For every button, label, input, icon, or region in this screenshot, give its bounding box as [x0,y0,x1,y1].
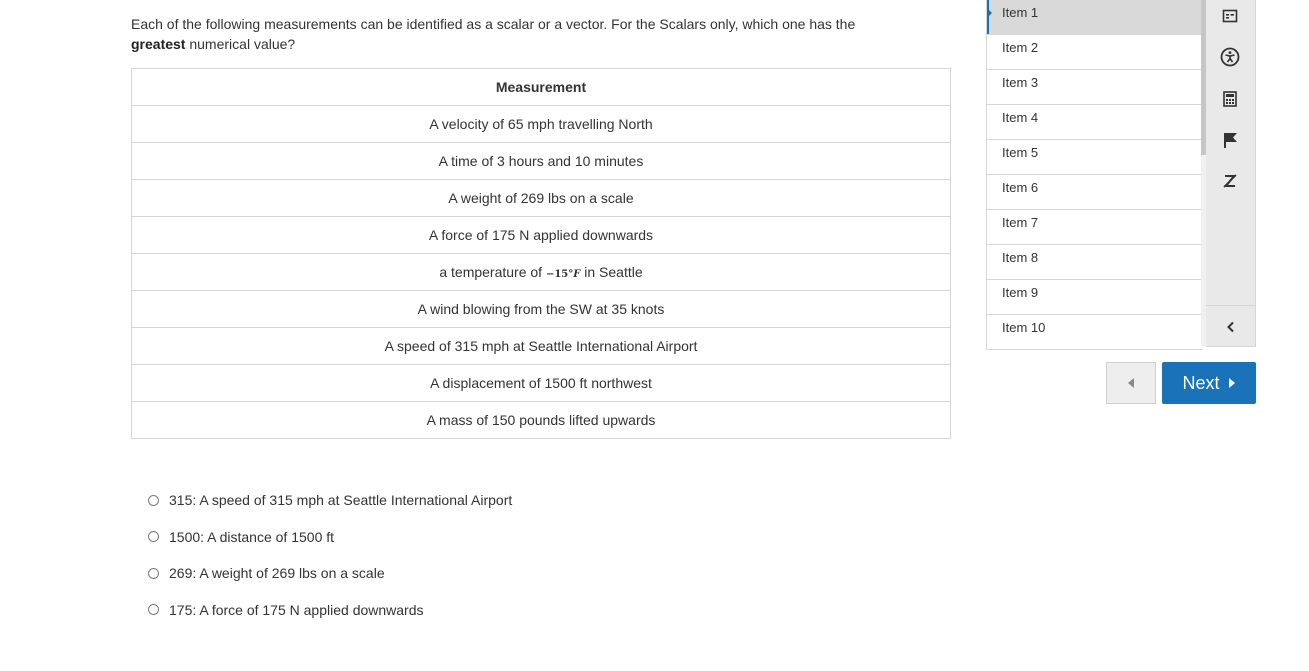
question-text-end: numerical value? [185,36,296,52]
item-nav-1[interactable]: Item 1 [987,0,1203,35]
question-emphasis: greatest [131,36,186,52]
accessibility-icon[interactable] [1218,45,1242,69]
next-button[interactable] [1162,362,1256,404]
caret-right-icon [1228,377,1236,389]
caret-left-icon [1127,377,1135,389]
table-cell: A weight of 269 lbs on a scale [132,180,951,217]
table-row [132,254,951,291]
table-row [132,402,951,439]
question-text: Each of the following measurements can be identified as a scalar or a vector. For the Scalars only, which one has the [131,16,856,32]
choice-label: 269: A weight of 269 lbs on a scale [169,565,385,581]
calculator-icon[interactable] [1218,87,1242,111]
answer-eliminator-icon[interactable] [1218,169,1242,193]
chevron-left-icon [1226,321,1236,333]
table-row [132,217,951,254]
item-nav-9[interactable]: Item 9 [987,280,1203,315]
answer-choices [148,488,512,634]
table-row [132,180,951,217]
collapse-panel-button[interactable] [1206,305,1255,347]
temperature-unit: F [573,269,581,280]
table-header: Measurement [132,69,951,106]
scratchpad-icon[interactable] [1218,4,1242,28]
question-prompt [131,14,911,54]
radio-button[interactable] [148,568,159,579]
radio-button[interactable] [148,531,159,542]
item-nav-8[interactable]: Item 8 [987,245,1203,280]
table-row [132,143,951,180]
table-cell: A displacement of 1500 ft northwest [132,365,951,402]
table-row [132,328,951,365]
table-cell: A wind blowing from the SW at 35 knots [132,291,951,328]
answer-choice-175[interactable] [148,598,512,622]
item-nav-5[interactable]: Item 5 [987,140,1203,175]
previous-button[interactable] [1106,362,1156,404]
temperature-text: a temperature of [439,264,546,280]
answer-choice-1500[interactable] [148,525,512,549]
item-nav-3[interactable]: Item 3 [987,70,1203,105]
radio-button[interactable] [148,604,159,615]
next-button-label: Next [1182,372,1220,393]
flag-icon[interactable] [1218,128,1242,152]
answer-choice-269[interactable] [148,561,512,585]
table-cell: A speed of 315 mph at Seattle International Airport [132,328,951,365]
table-cell: A force of 175 N applied downwards [132,217,951,254]
tool-panel [1206,0,1256,347]
item-navigation-list [986,0,1203,350]
radio-button[interactable] [148,495,159,506]
choice-label: 175: A force of 175 N applied downwards [169,601,424,618]
item-nav-10[interactable]: Item 10 [987,315,1203,350]
item-nav-6[interactable]: Item 6 [987,175,1203,210]
table-cell [132,254,951,291]
choice-label: 1500: A distance of 1500 ft [169,528,335,545]
item-nav-4[interactable]: Item 4 [987,105,1203,140]
table-cell: A velocity of 65 mph travelling North [132,106,951,143]
item-nav-7[interactable]: Item 7 [987,210,1203,245]
table-cell: A time of 3 hours and 10 minutes [132,143,951,180]
choice-label: 315: A speed of 315 mph at Seattle International Airport [169,492,513,508]
table-row [132,365,951,402]
temperature-value: −15° [545,269,574,280]
table-row [132,106,951,143]
temperature-suffix: in Seattle [580,264,643,280]
table-row [132,291,951,328]
answer-choice-315[interactable] [148,488,512,512]
table-cell: A mass of 150 pounds lifted upwards [132,402,951,439]
measurement-table [131,68,951,439]
temperature-math [546,269,580,280]
item-nav-2[interactable]: Item 2 [987,35,1203,70]
